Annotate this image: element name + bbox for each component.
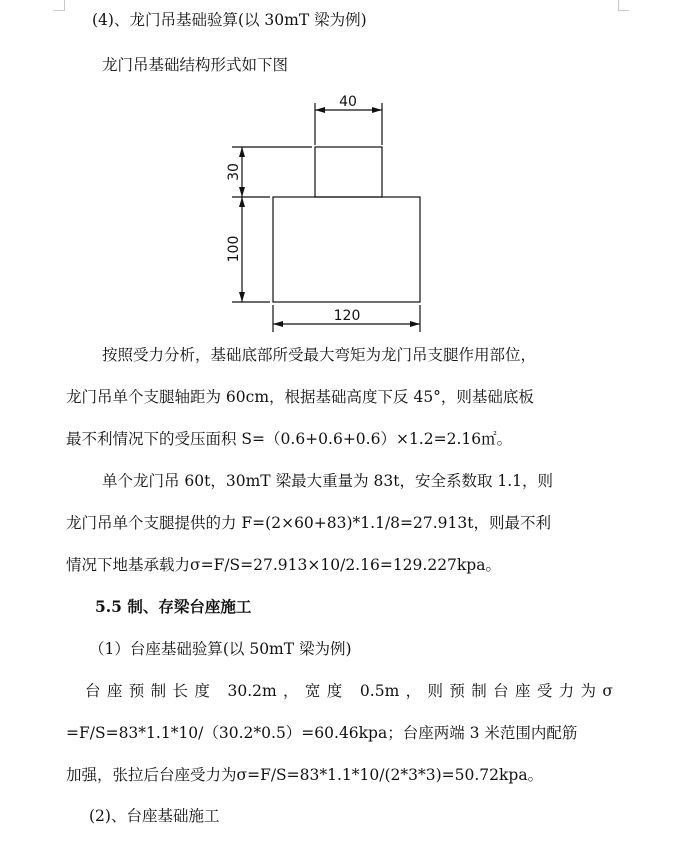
- subsection-1-heading: （1）台座基础验算(以 50mT 梁为例): [89, 640, 352, 658]
- para1-line2: 龙门吊单个支腿轴距为 60cm，根据基础高度下反 45°，则基础底板: [66, 388, 534, 406]
- para1-line3: 最不利情况下的受压面积 S=（0.6+0.6+0.6）×1.2=2.16㎡。: [66, 430, 513, 448]
- top-block: [315, 147, 382, 197]
- structure-caption: 龙门吊基础结构形式如下图: [102, 56, 289, 74]
- para3-line1: 台座预制长度 30.2m，宽度 0.5m，则预制台座受力为σ: [85, 682, 613, 700]
- para2-line2: 龙门吊单个支腿提供的力 F=(2×60+83)*1.1/8=27.913t，则最不利: [66, 514, 551, 532]
- base-block: [273, 197, 420, 302]
- para2-line1: 单个龙门吊 60t，30mT 梁最大重量为 83t，安全系数取 1.1，则: [102, 472, 554, 490]
- para3-line3: 加强，张拉后台座受力为σ=F/S=83*1.1*10/(2*3*3)=50.72kpa。: [66, 766, 544, 784]
- para2-line3: 情况下地基承载力σ=F/S=27.913×10/2.16=129.227kpa。: [66, 556, 501, 574]
- heading-4: (4)、龙门吊基础验算(以 30mT 梁为例): [92, 11, 367, 29]
- section-5-5-heading: 5.5 制、存梁台座施工: [95, 597, 252, 616]
- subsection-2-heading: (2)、台座基础施工: [89, 807, 220, 825]
- para3-line2: =F/S=83*1.1*10/（30.2*0.5）=60.46kpa；台座两端 3 米范围内配筋: [66, 724, 578, 742]
- dim-top-width: 40: [339, 94, 357, 110]
- dim-top-height: 30: [226, 163, 242, 181]
- para1-line1: 按照受力分析，基础底部所受最大弯矩为龙门吊支腿作用部位，: [102, 346, 537, 364]
- dim-base-width: 120: [333, 308, 361, 324]
- dim-base-height: 100: [226, 235, 242, 263]
